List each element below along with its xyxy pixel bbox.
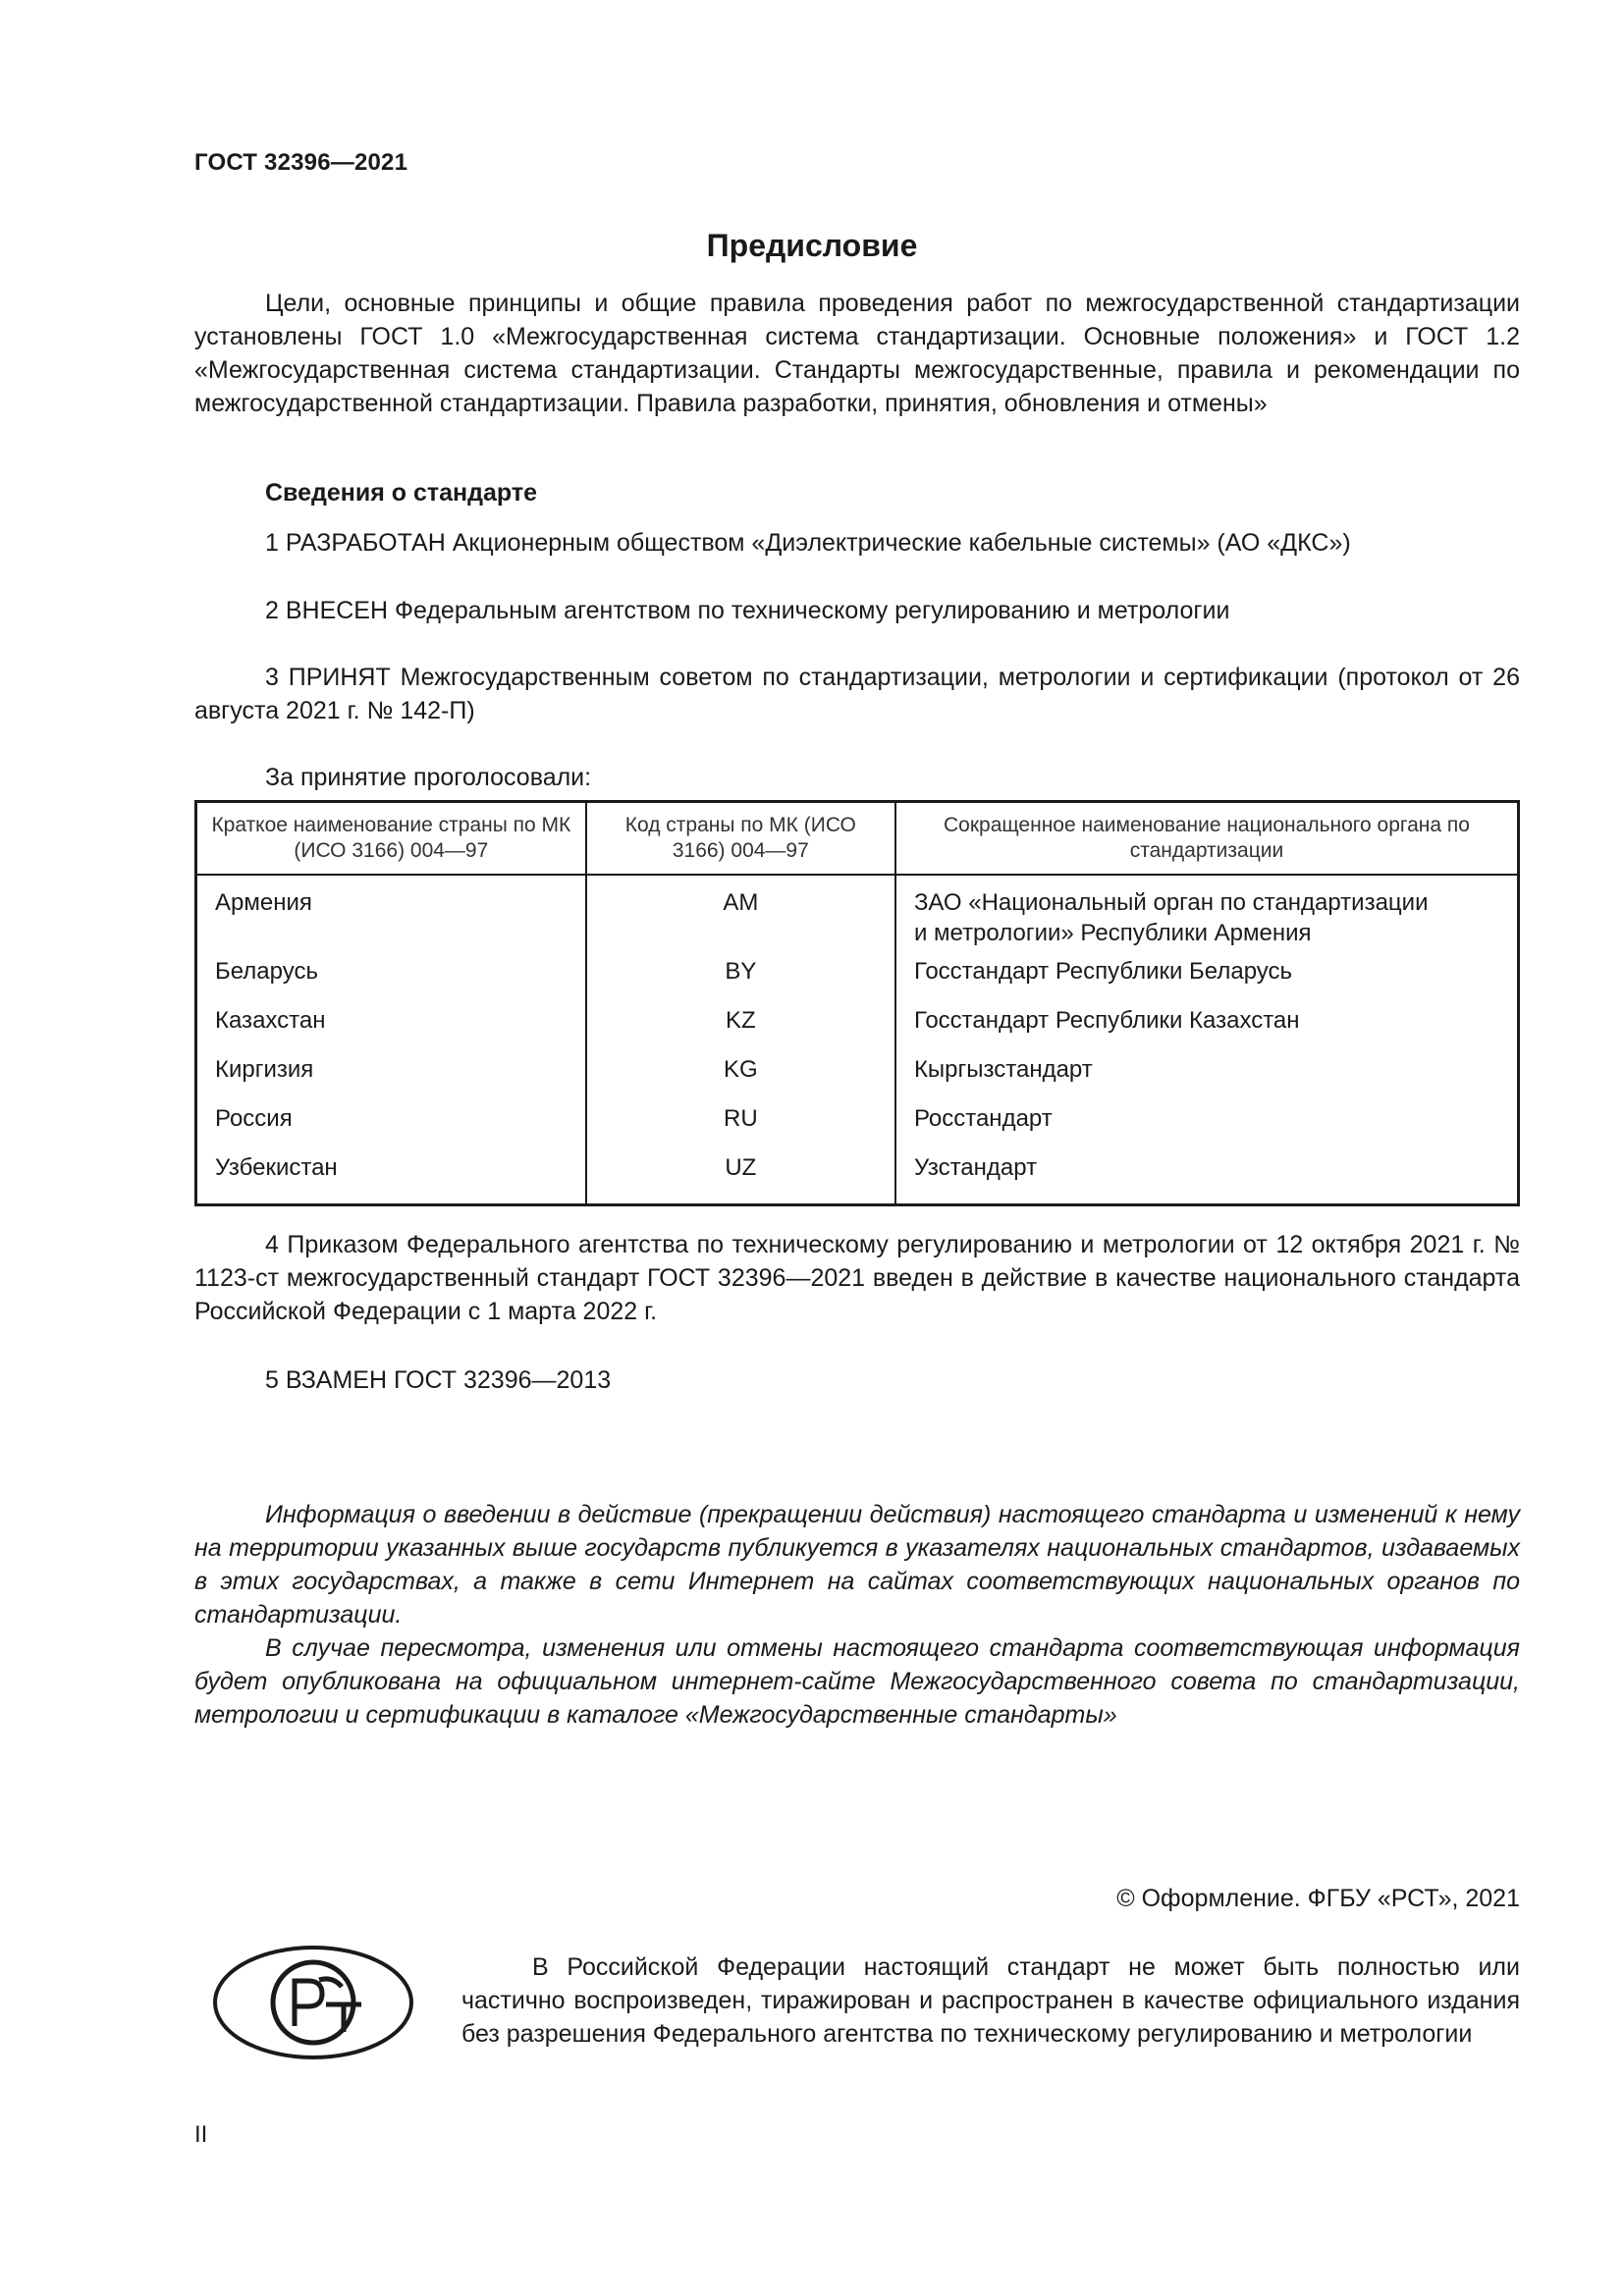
item-developed: 1 РАЗРАБОТАН Акционерным обществом «Диэлектрические кабельные системы» (АО «ДКС») xyxy=(265,529,1351,557)
item-order: 4 Приказом Федерального агентства по техническому регулированию и метрологии от 12 октября 2021 г. № 1123-ст межгосударственный стандарт ГОСТ 32396—2021 введен в действие в качестве национального стандарта Российской Федерации с 1 марта 2022 г. xyxy=(194,1231,1520,1325)
cell-country: Россия xyxy=(215,1105,293,1132)
column-header-code: Код страны по МК (ИСО 3166) 004—97 xyxy=(586,802,895,876)
voted-label: За принятие проголосовали: xyxy=(265,764,592,791)
cell-body: Росстандарт xyxy=(895,1099,1519,1148)
item-replaces: 5 ВЗАМЕН ГОСТ 32396—2013 xyxy=(265,1366,612,1394)
table-row xyxy=(196,1099,1519,1148)
cell-code: UZ xyxy=(586,1148,895,1205)
cell-country: Беларусь xyxy=(215,958,318,985)
table-row xyxy=(196,1001,1519,1050)
cell-code: RU xyxy=(586,1099,895,1148)
column-header-body: Сокращенное наименование национального органа по стандартизации xyxy=(895,802,1519,876)
page-header-doc-id: ГОСТ 32396—2021 xyxy=(194,149,408,176)
rst-logo-icon xyxy=(212,1944,414,2061)
cell-body-line: ЗАО «Национальный орган по стандартизации xyxy=(913,889,1429,916)
item-adopted: 3 ПРИНЯТ Межгосударственным советом по стандартизации, метрологии и сертификации (протокол от 26 августа 2021 г. № 142-П) xyxy=(194,664,1520,724)
cell-body: Кыргызстандарт xyxy=(895,1050,1519,1099)
cell-country: Узбекистан xyxy=(215,1154,338,1181)
table-row xyxy=(196,875,1519,952)
table-row xyxy=(196,952,1519,1001)
table-header-row xyxy=(196,802,1519,876)
page-title: Предисловие xyxy=(706,228,918,263)
info-note-2: В случае пересмотра, изменения или отмены настоящего стандарта соответствующая информация будет опубликована на официальном интернет-сайте Межгосударственного совета по стандартизации, метрологии и сертификации в каталоге «Межгосударственные стандарты» xyxy=(194,1634,1520,1729)
cell-code: AM xyxy=(586,875,895,952)
info-note-1: Информация о введении в действие (прекращении действия) настоящего стандарта и изменений к нему на территории указанных выше государств публикуется в указателях национальных стандартов, издаваемых в этих государствах, а также в сети Интернет на сайтах соответствующих национальных органов по стандартизации. xyxy=(194,1501,1520,1629)
cell-country: Киргизия xyxy=(215,1056,314,1083)
cell-country: Казахстан xyxy=(215,1007,326,1034)
cell-code: BY xyxy=(586,952,895,1001)
cell-code: KG xyxy=(586,1050,895,1099)
intro-paragraph: Цели, основные принципы и общие правила проведения работ по межгосударственной стандартизации установлены ГОСТ 1.0 «Межгосударственная система стандартизации. Основные положения» и ГОСТ 1.2 «Межгосударственная система стандартизации. Стандарты межгосударственные, правила и рекомендации по межгосударственной стандартизации. Правила разработки, принятия, обновления и отмены» xyxy=(194,290,1520,417)
cell-body: Госстандарт Республики Беларусь xyxy=(895,952,1519,1001)
voting-table xyxy=(194,800,1520,1206)
cell-body: Госстандарт Республики Казахстан xyxy=(895,1001,1519,1050)
cell-body: Узстандарт xyxy=(895,1148,1519,1205)
table-row xyxy=(196,1148,1519,1205)
page-number: II xyxy=(194,2121,208,2148)
item-introduced: 2 ВНЕСЕН Федеральным агентством по техническому регулированию и метрологии xyxy=(265,597,1230,624)
copyright-notice-text: В Российской Федерации настоящий стандарт не может быть полностью или частично воспроизведен, тиражирован и распространен в качестве официального издания без разрешения Федерального агентства по техническому регулированию и метрологии xyxy=(461,1953,1520,2048)
cell-code: KZ xyxy=(586,1001,895,1050)
cell-body-line: и метрологии» Республики Армения xyxy=(913,920,1312,946)
cell-country: Армения xyxy=(215,889,312,916)
table-row xyxy=(196,1050,1519,1099)
cell-body xyxy=(895,875,1519,952)
copyright-line: © Оформление. ФГБУ «РСТ», 2021 xyxy=(1116,1885,1520,1912)
column-header-country: Краткое наименование страны по МК (ИСО 3166) 004—97 xyxy=(196,802,586,876)
copyright-notice xyxy=(461,1950,1520,2051)
section-title: Сведения о стандарте xyxy=(265,479,538,507)
